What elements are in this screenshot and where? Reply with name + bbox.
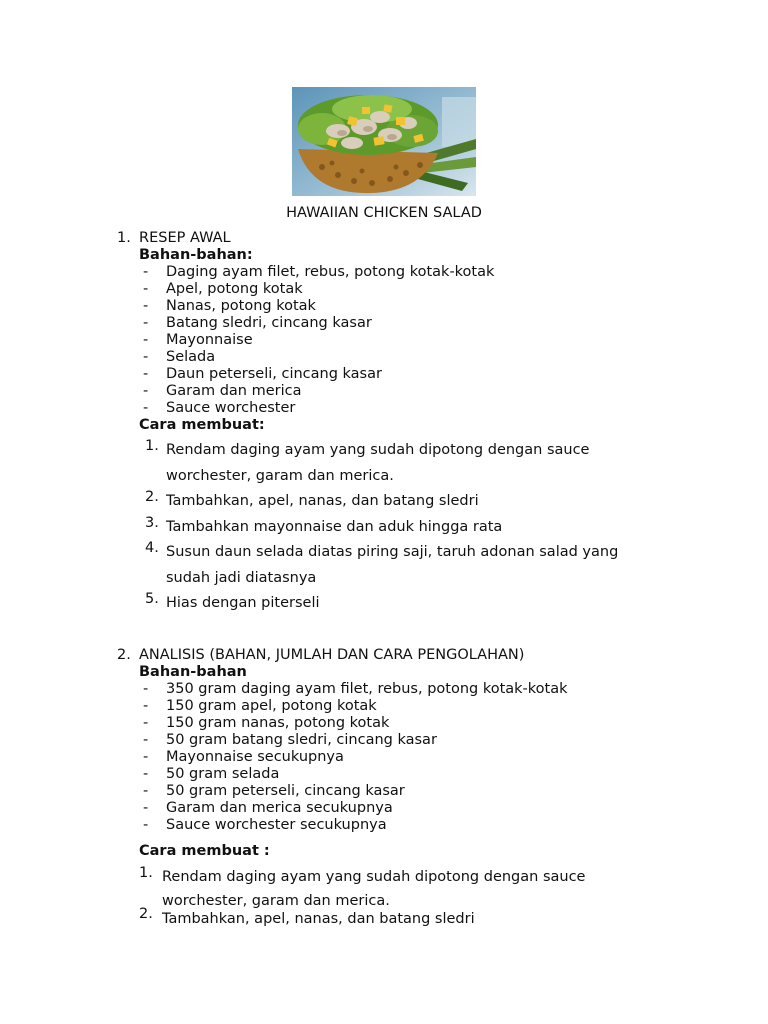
ingredient-text: Selada	[166, 349, 216, 365]
ingredient-text: 50 gram batang sledri, cincang kasar	[166, 732, 437, 748]
step-number: 1.	[145, 438, 159, 454]
salad-photo	[292, 87, 476, 196]
step-item	[0, 515, 656, 541]
dash-bullet: -	[143, 400, 149, 416]
ingredient-text: 50 gram selada	[166, 766, 280, 782]
dash-bullet: -	[143, 281, 149, 297]
step-text: Tambahkan mayonnaise dan aduk hingga rata	[166, 518, 503, 535]
step-item	[0, 906, 632, 927]
ingredient-text: 350 gram daging ayam filet, rebus, potong kotak-kotak	[166, 681, 568, 697]
section-2-steps-list	[0, 865, 632, 927]
dash-bullet: -	[143, 332, 149, 348]
step-number: 2.	[145, 489, 159, 505]
step-item	[0, 591, 656, 617]
section-2-ingredients-heading: Bahan-bahan	[139, 664, 247, 680]
dash-bullet: -	[143, 681, 149, 697]
step-item	[0, 489, 656, 515]
step-text: Susun daun selada diatas piring saji, taruh adonan salad yang sudah jadi diatasnya	[166, 544, 619, 586]
ingredient-text: 50 gram peterseli, cincang kasar	[166, 783, 405, 799]
step-number: 2.	[139, 906, 153, 922]
step-number: 1.	[139, 865, 153, 881]
section-2-number: 2.	[117, 647, 131, 663]
step-number: 3.	[145, 514, 159, 531]
step-item	[0, 865, 632, 913]
section-1-title: RESEP AWAL	[139, 230, 231, 246]
step-text: Rendam daging ayam yang sudah dipotong dengan sauce worchester, garam dan merica.	[166, 442, 590, 484]
section-2-steps-heading: Cara membuat :	[139, 843, 270, 859]
dash-bullet: -	[143, 366, 149, 382]
dash-bullet: -	[143, 783, 149, 799]
ingredient-text: Apel, potong kotak	[166, 281, 303, 297]
dash-bullet: -	[143, 315, 149, 331]
step-item	[0, 540, 656, 591]
ingredient-text: Batang sledri, cincang kasar	[166, 315, 372, 331]
ingredient-text: Mayonnaise secukupnya	[166, 749, 344, 765]
dash-bullet: -	[143, 349, 149, 365]
ingredient-text: 150 gram apel, potong kotak	[166, 698, 377, 714]
dash-bullet: -	[143, 817, 149, 833]
ingredient-text: Sauce worchester secukupnya	[166, 817, 387, 833]
section-1-steps-list	[0, 438, 656, 617]
ingredient-text: Nanas, potong kotak	[166, 298, 316, 314]
section-1-steps-heading: Cara membuat:	[139, 417, 265, 433]
step-text: Rendam daging ayam yang sudah dipotong dengan sauce worchester, garam dan merica.	[162, 869, 586, 909]
section-2-heading	[117, 647, 524, 664]
dash-bullet: -	[143, 732, 149, 748]
dash-bullet: -	[143, 298, 149, 314]
step-number: 5.	[145, 591, 159, 607]
ingredient-text: Daging ayam filet, rebus, potong kotak-kotak	[166, 264, 495, 280]
section-1-heading	[117, 230, 231, 247]
ingredient-text: 150 gram nanas, potong kotak	[166, 715, 390, 731]
ingredient-text: Sauce worchester	[166, 400, 296, 416]
step-item	[0, 438, 656, 489]
section-1-number: 1.	[117, 230, 131, 246]
step-text: Hias dengan piterseli	[166, 595, 320, 611]
ingredient-text: Daun peterseli, cincang kasar	[166, 366, 382, 382]
dash-bullet: -	[143, 749, 149, 765]
ingredient-text: Garam dan merica	[166, 383, 302, 399]
step-text: Tambahkan, apel, nanas, dan batang sledri	[166, 493, 479, 509]
section-2-title: ANALISIS (BAHAN, JUMLAH DAN CARA PENGOLAHAN)	[139, 647, 525, 663]
step-number: 4.	[145, 540, 159, 556]
dash-bullet: -	[143, 715, 149, 731]
dash-bullet: -	[143, 800, 149, 816]
step-text: Tambahkan, apel, nanas, dan batang sledri	[162, 911, 475, 927]
dash-bullet: -	[143, 698, 149, 714]
page-title: HAWAIIAN CHICKEN SALAD	[286, 205, 482, 221]
dash-bullet: -	[143, 383, 149, 399]
dash-bullet: -	[143, 766, 149, 782]
dash-bullet: -	[143, 264, 149, 280]
ingredient-text: Garam dan merica secukupnya	[166, 800, 393, 816]
section-1-ingredients-heading: Bahan-bahan:	[139, 247, 253, 263]
ingredient-text: Mayonnaise	[166, 332, 253, 348]
